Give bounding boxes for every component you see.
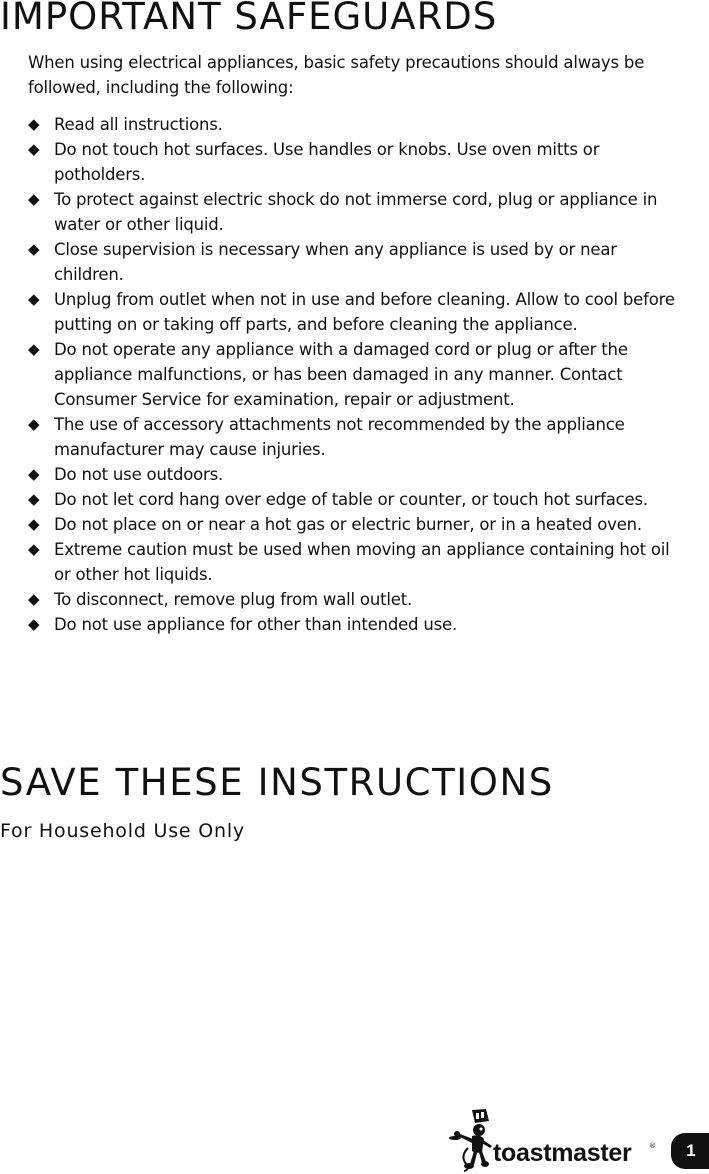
list-item-text: Do not let cord hang over edge of table or counter, or touch hot surfaces. (54, 490, 648, 509)
diamond-bullet-icon: ◆ (28, 540, 40, 558)
diamond-bullet-icon: ◆ (28, 140, 40, 158)
diamond-bullet-icon: ◆ (28, 590, 40, 608)
list-item (28, 537, 678, 587)
list-item (28, 462, 678, 487)
brand-name: toastmaster (493, 1139, 632, 1167)
save-instructions-heading: SAVE THESE INSTRUCTIONS (0, 761, 554, 804)
diamond-bullet-icon: ◆ (28, 240, 40, 258)
diamond-bullet-icon: ◆ (28, 415, 40, 433)
list-item (28, 137, 678, 187)
list-item-text: Do not touch hot surfaces. Use handles or knobs. Use oven mitts or potholders. (54, 140, 600, 184)
list-item-text: Unplug from outlet when not in use and before cleaning. Allow to cool before putting on or taking off parts, and before cleaning the appliance. (54, 290, 675, 334)
list-item-text: The use of accessory attachments not recommended by the appliance manufacturer may cause injuries. (54, 415, 625, 459)
intro-paragraph: When using electrical appliances, basic safety precautions should always be followed, including the following: (28, 53, 645, 97)
list-item-text: Extreme caution must be used when moving an appliance containing hot oil or other hot liquids. (54, 540, 670, 584)
diamond-bullet-icon: ◆ (28, 515, 40, 533)
diamond-bullet-icon: ◆ (28, 190, 40, 208)
list-item (28, 287, 678, 337)
household-use-note: For Household Use Only (0, 820, 245, 842)
safeguards-list (28, 112, 678, 637)
list-item-text: Do not operate any appliance with a damaged cord or plug or after the appliance malfunctions, or has been damaged in any manner. Contact Consumer Service for examination, repair or adjustment. (54, 340, 628, 409)
list-item (28, 487, 678, 512)
list-item (28, 612, 678, 637)
diamond-bullet-icon: ◆ (28, 290, 40, 308)
toaster-mascot-icon (446, 1108, 496, 1172)
list-item (28, 512, 678, 537)
brand-logo (446, 1108, 666, 1172)
list-item-text: Close supervision is necessary when any appliance is used by or near children. (54, 240, 617, 284)
diamond-bullet-icon: ◆ (28, 465, 40, 483)
list-item-text: Read all instructions. (54, 115, 223, 134)
list-item (28, 187, 678, 237)
list-item-text: Do not use outdoors. (54, 465, 224, 484)
list-item-text: To disconnect, remove plug from wall outlet. (54, 590, 413, 609)
registered-mark: ® (649, 1142, 656, 1150)
list-item (28, 112, 678, 137)
list-item (28, 587, 678, 612)
diamond-bullet-icon: ◆ (28, 490, 40, 508)
diamond-bullet-icon: ◆ (28, 615, 40, 633)
list-item-text: Do not use appliance for other than intended use. (54, 615, 458, 634)
list-item (28, 412, 678, 462)
list-item-text: Do not place on or near a hot gas or electric burner, or in a heated oven. (54, 515, 642, 534)
page-title: IMPORTANT SAFEGUARDS (0, 0, 498, 38)
list-item (28, 337, 678, 412)
diamond-bullet-icon: ◆ (28, 115, 40, 133)
list-item (28, 237, 678, 287)
list-item-text: To protect against electric shock do not immerse cord, plug or appliance in water or other liquid. (54, 190, 658, 234)
page-number: 1 (671, 1133, 709, 1169)
diamond-bullet-icon: ◆ (28, 340, 40, 358)
